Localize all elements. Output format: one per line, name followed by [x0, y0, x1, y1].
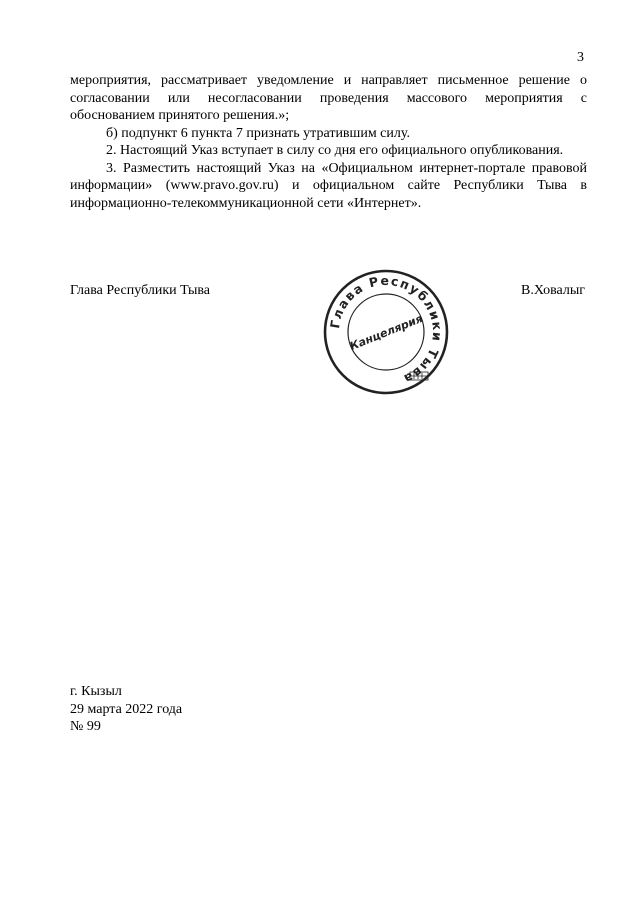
- stamp-ring-text: Глава Республики Тыва: [327, 272, 446, 388]
- paragraph-continuation: мероприятия, рассматривает уведомление и направляет письменное решение о согласовании или несогласовании проведения массового мероприятия с обоснованием принятого решения.»;: [70, 73, 587, 123]
- footer-block: [70, 683, 182, 736]
- decree-body: [70, 72, 587, 212]
- paragraph-2: 2. Настоящий Указ вступает в силу со дня его официального опубликования.: [106, 143, 564, 158]
- decree-number: № 99: [70, 719, 101, 734]
- stamp-center-text: Канцелярия: [347, 311, 425, 353]
- paragraph-3: 3. Разместить настоящий Указ на «Официальном интернет-портале правовой информации» (www.pravo.gov.ru) и официальном сайте Республики Тыва в информационно-телекоммуникационной сети «Интернет».: [70, 160, 587, 211]
- page-number: 3: [577, 50, 584, 65]
- paragraph-subpoint-b: б) подпункт 6 пункта 7 признать утратившим силу.: [106, 125, 410, 141]
- issue-city: г. Кызыл: [70, 684, 122, 699]
- signatory-name: В.Ховалыг: [521, 283, 585, 298]
- signatory-title: Глава Республики Тыва: [70, 283, 211, 298]
- issue-date: 29 марта 2022 года: [70, 701, 183, 717]
- official-stamp: [322, 268, 450, 396]
